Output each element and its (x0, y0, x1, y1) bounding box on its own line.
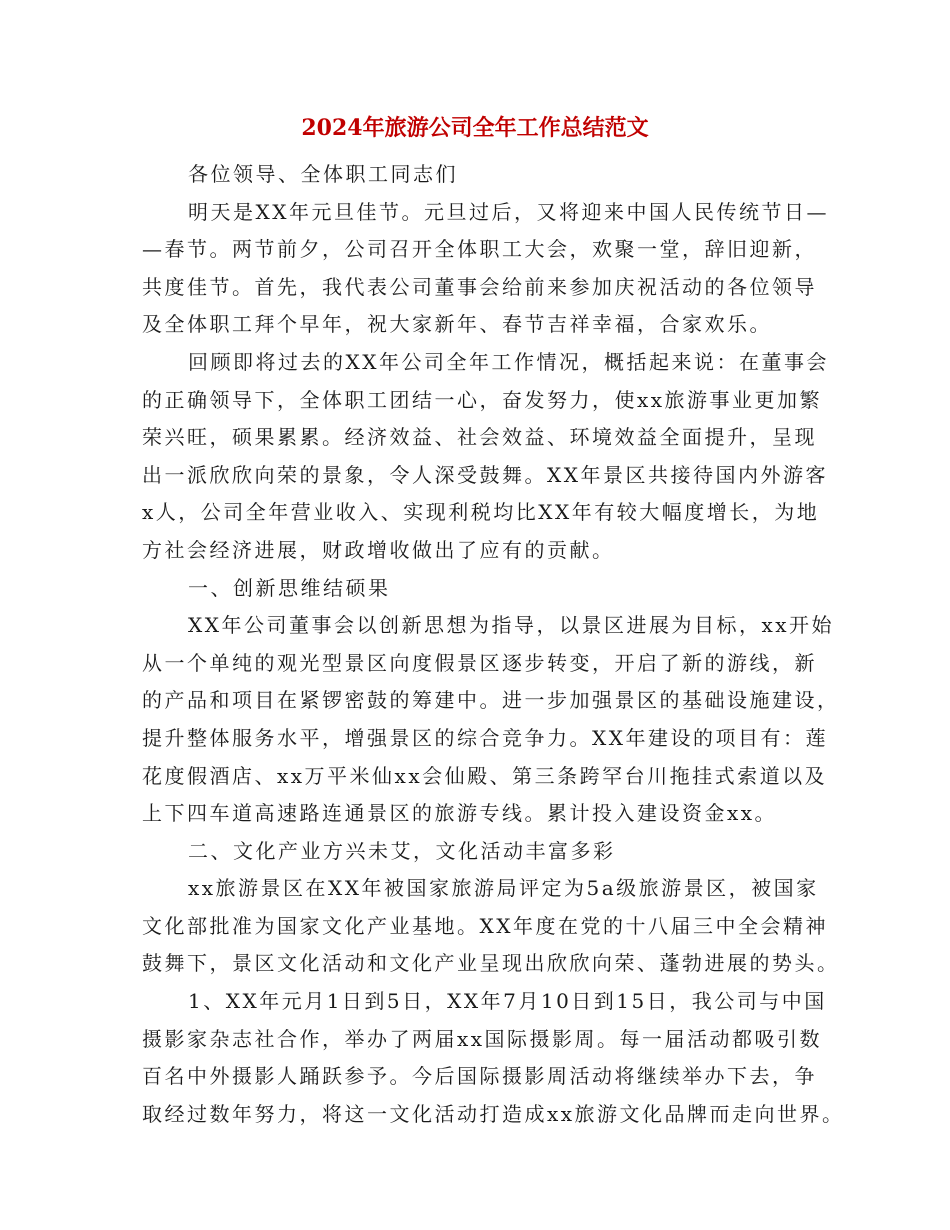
document-title: 2024年旅游公司全年工作总结范文 (301, 115, 649, 141)
document-body (142, 156, 845, 1133)
text-line: xx旅游景区在XX年被国家旅游局评定为5a级旅游景区，被国家 (188, 876, 819, 901)
text-line: 二、文化产业方兴未艾，文化活动丰富多彩 (188, 838, 616, 863)
text-line: 花度假酒店、xx万平米仙xx会仙殿、第三条跨罕台川拖挂式索道以及 (142, 763, 828, 788)
text-line: 取经过数年努力，将这一文化活动打造成xx旅游文化品牌而走向世界。 (142, 1101, 845, 1126)
text-line: 上下四车道高速路连通景区的旅游专线。累计投入建设资金xx。 (142, 801, 778, 826)
text-line: 共度佳节。首先，我代表公司董事会给前来参加庆祝活动的各位领导 (142, 274, 817, 299)
text-line: 1、XX年元月1日到5日，XX年7月10日到15日，我公司与中国 (188, 989, 827, 1014)
text-line: 的产品和项目在紧锣密鼓的筹建中。进一步加强景区的基础设施建设， (142, 688, 840, 713)
text-line: 从一个单纯的观光型景区向度假景区逐步转变，开启了新的游线，新 (142, 650, 817, 675)
text-line: 文化部批准为国家文化产业基地。XX年度在党的十八届三中全会精神 (142, 913, 828, 938)
text-line: 一、创新思维结硕果 (188, 575, 391, 600)
text-line: 各位领导、全体职工同志们 (188, 162, 458, 186)
text-line: 及全体职工拜个早年，祝大家新年、春节吉祥幸福，合家欢乐。 (142, 312, 772, 337)
text-line: XX年公司董事会以创新思想为指导，以景区进展为目标，xx开始 (188, 613, 835, 638)
text-line: 摄影家杂志社合作，举办了两届xx国际摄影周。每一届活动都吸引数 (142, 1026, 823, 1051)
text-line: 荣兴旺，硕果累累。经济效益、社会效益、环境效益全面提升，呈现 (142, 425, 817, 450)
text-line: 明天是XX年元旦佳节。元旦过后，又将迎来中国人民传统节日— (188, 199, 829, 224)
text-line: 的正确领导下，全体职工团结一心，奋发努力，使xx旅游事业更加繁 (142, 387, 823, 412)
text-line: 出一派欣欣向荣的景象，令人深受鼓舞。XX年景区共接待国内外游客 (142, 462, 828, 487)
text-line: 百名中外摄影人踊跃参予。今后国际摄影周活动将继续举办下去，争 (142, 1064, 817, 1089)
text-line: 方社会经济进展，财政增收做出了应有的贡献。 (142, 537, 615, 562)
text-line: 回顾即将过去的XX年公司全年工作情况，概括起来说：在董事会 (188, 349, 829, 374)
text-line: x人，公司全年营业收入、实现利税均比XX年有较大幅度增长，为地 (142, 500, 820, 525)
text-line: —春节。两节前夕，公司召开全体职工大会，欢聚一堂，辞旧迎新， (142, 237, 817, 262)
text-line: 提升整体服务水平，增强景区的综合竞争力。XX年建设的项目有：莲 (142, 725, 828, 750)
text-line: 鼓舞下，景区文化活动和文化产业呈现出欣欣向荣、蓬勃进展的势头。 (142, 951, 840, 976)
